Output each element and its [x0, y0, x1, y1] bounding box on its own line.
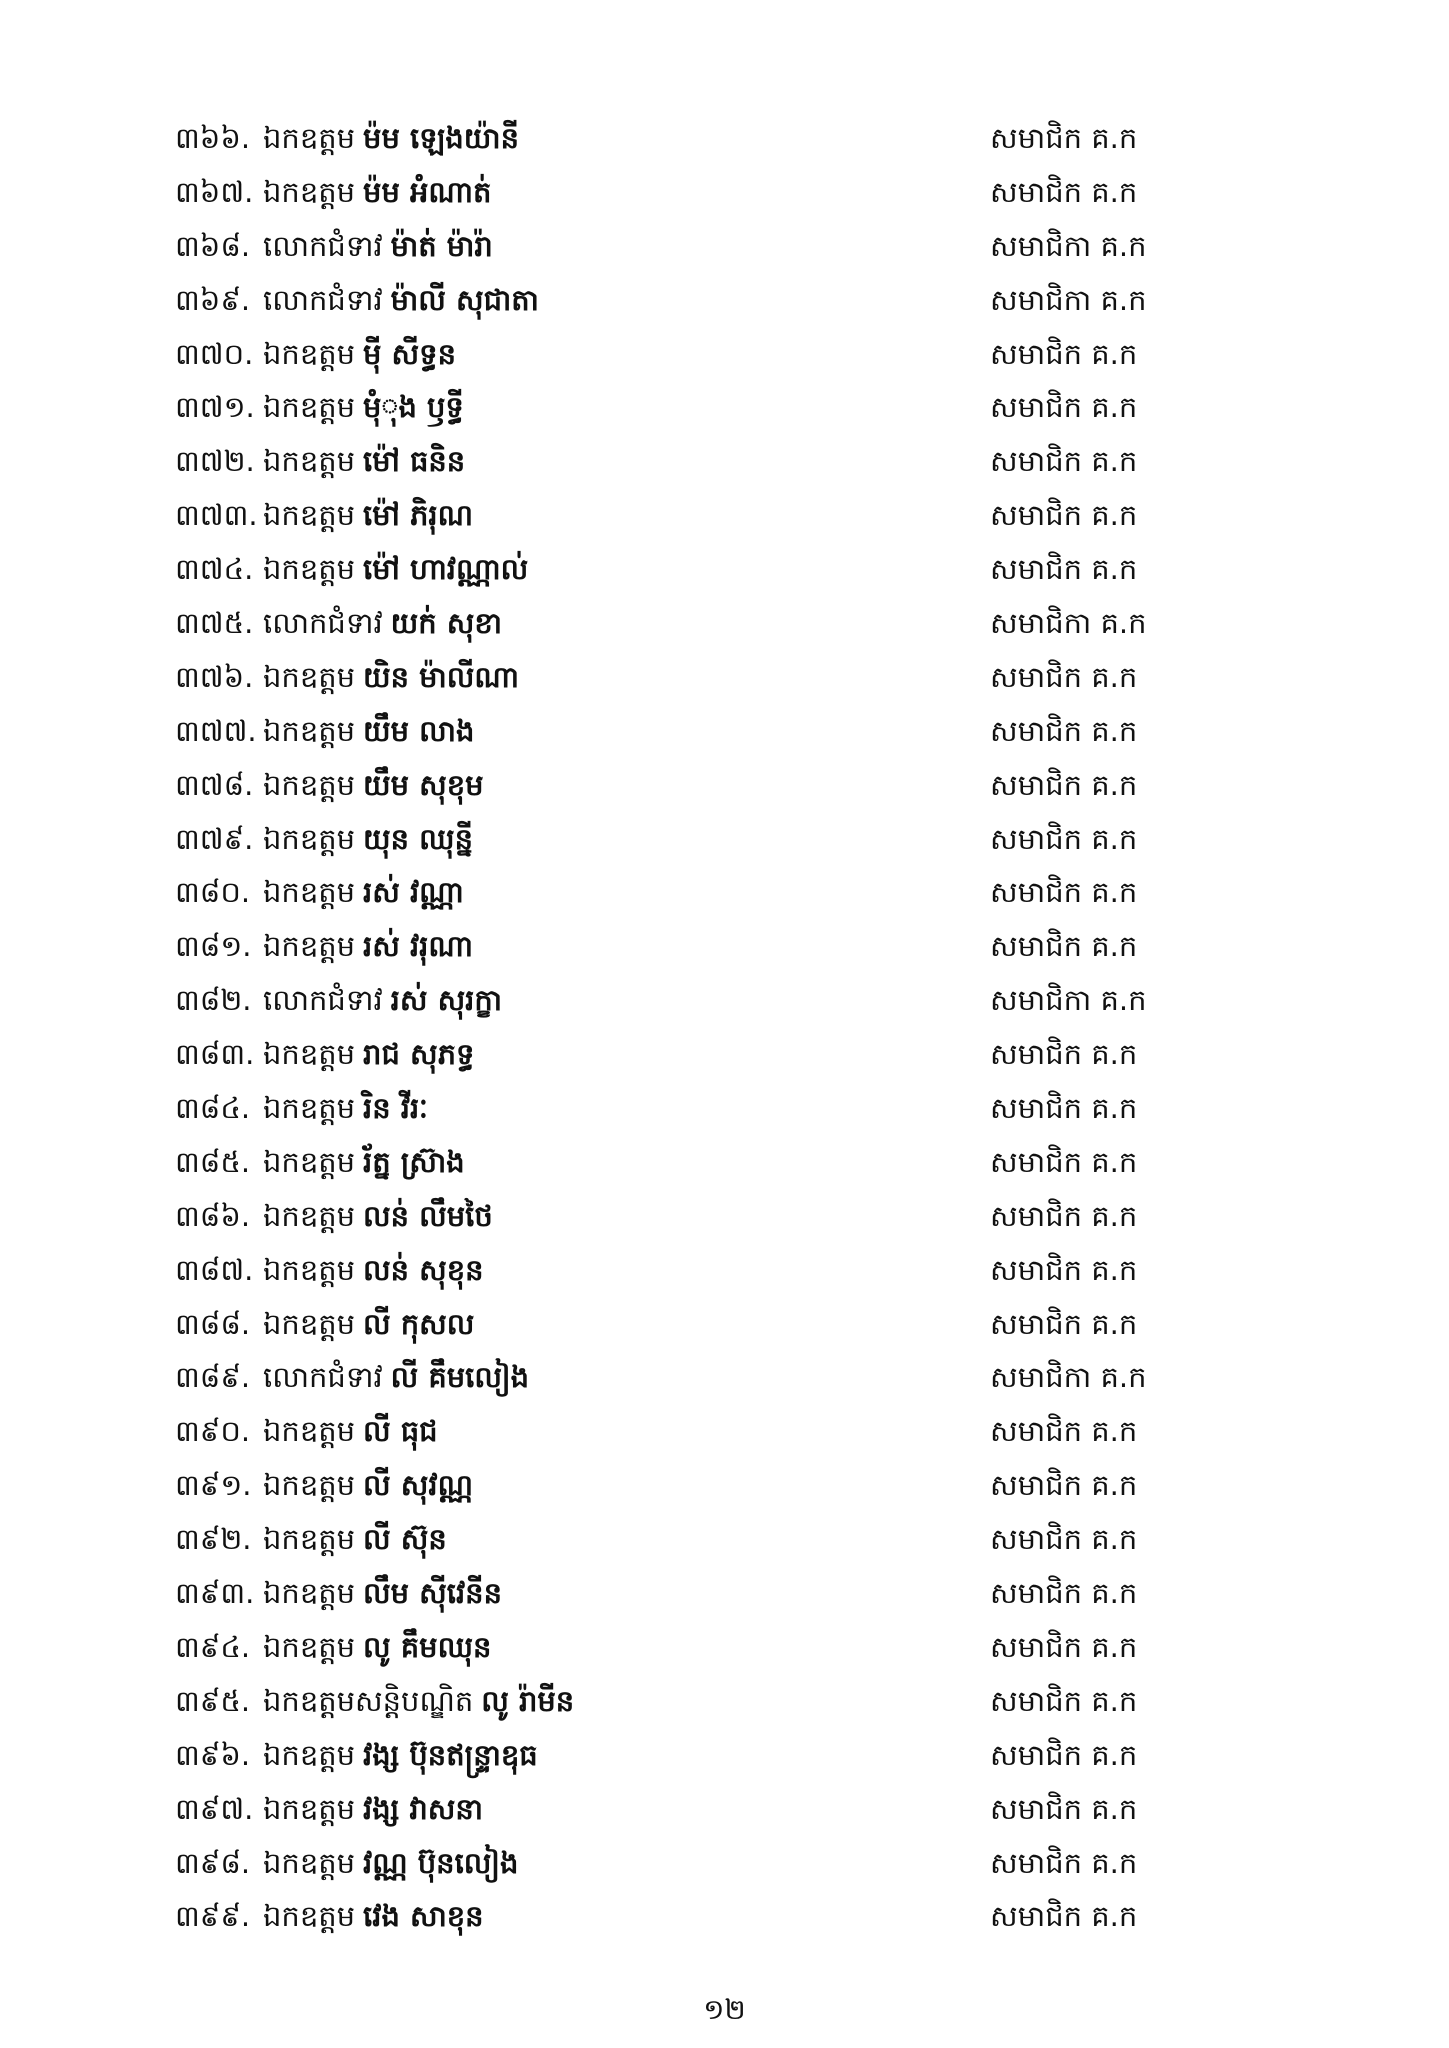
entry-name: លូ គឹមឈុន: [363, 1629, 492, 1664]
entry-role: សមាជិកា គ.ក: [990, 282, 1147, 317]
entry-role: សមាជិក គ.ក: [990, 1468, 1138, 1503]
entry-number: ៣៨០.: [175, 875, 251, 910]
entry-title-and-name: [263, 920, 473, 974]
entry-name: រាជ សុភទ្ធ: [363, 1037, 475, 1072]
entry-name: រិន វីរៈ: [363, 1091, 429, 1126]
entry-name: រស់ វណ្ណា: [363, 875, 464, 910]
entry-name: យឹម លាង: [363, 713, 475, 748]
entry-number: ៣៨១.: [175, 929, 252, 964]
entry-number: ៣៧១.: [175, 390, 255, 425]
entry-title-and-name: [263, 705, 474, 759]
entry-name: យឹម សុខុម: [363, 767, 484, 802]
list-item: [175, 1675, 1175, 1729]
entry-title-and-name: [263, 166, 491, 220]
list-item: [175, 1837, 1175, 1891]
entry-name: ម៉ម អំណាត់: [363, 174, 492, 209]
entry-name: យក់ សុខា: [390, 606, 502, 641]
list-item: [175, 597, 1175, 651]
list-item: [175, 328, 1175, 382]
entry-number: ៣៨៦.: [175, 1198, 251, 1233]
entry-honorific: ឯកឧត្តម: [263, 767, 356, 802]
list-item: [175, 813, 1175, 867]
entry-number: ៣៨៩.: [175, 1360, 251, 1395]
entry-role: សមាជិក គ.ក: [990, 174, 1138, 209]
entry-name: រស់ វរុណា: [363, 929, 473, 964]
entry-title-and-name: [263, 1082, 428, 1136]
list-item: [175, 1190, 1175, 1244]
entry-honorific: លោកជំទាវ: [263, 983, 383, 1018]
entry-honorific: ឯកឧត្តម: [263, 1845, 356, 1880]
entry-honorific: ឯកឧត្តម: [263, 1198, 356, 1233]
entry-role: សមាជិកា គ.ក: [990, 606, 1147, 641]
entry-title-and-name: [263, 1244, 484, 1298]
entry-title-and-name: [263, 1513, 447, 1567]
entry-number: ៣៩៤.: [175, 1629, 251, 1664]
list-item: [175, 1729, 1175, 1783]
entry-name: លឹម ស៊ីវេនីន: [363, 1576, 503, 1611]
entry-role: សមាជិកា គ.ក: [990, 983, 1147, 1018]
entry-number: ៣៩១.: [175, 1468, 252, 1503]
entry-honorific: ឯកឧត្តម: [263, 875, 356, 910]
list-item: [175, 651, 1175, 705]
entry-role: សមាជិក គ.ក: [990, 1845, 1138, 1880]
entry-title-and-name: [263, 1459, 473, 1513]
list-item: [175, 1244, 1175, 1298]
entry-honorific: លោកជំទាវ: [263, 228, 383, 263]
entry-honorific: លោកជំទាវ: [263, 606, 383, 641]
entry-honorific: ឯកឧត្តម: [263, 1791, 356, 1826]
entry-name: ម៉ាលី សុជាតា: [390, 282, 539, 317]
entry-name: វេង សាខុន: [363, 1899, 484, 1934]
list-item: [175, 1298, 1175, 1352]
list-item: [175, 381, 1175, 435]
entry-title-and-name: [263, 489, 473, 543]
entry-honorific: ឯកឧត្តម: [263, 444, 356, 479]
entry-role: សមាជិក គ.ក: [990, 121, 1138, 155]
list-item: [175, 543, 1175, 597]
entry-number: ៣៨៣.: [175, 1037, 255, 1072]
entry-honorific: ឯកឧត្តម: [263, 174, 356, 209]
entry-honorific: ឯកឧត្តម: [263, 713, 356, 748]
entry-name: មុំុង ឫទ្ធី: [363, 390, 464, 425]
entry-title-and-name: [263, 866, 464, 920]
entry-role: សមាជិក គ.ក: [990, 1198, 1138, 1233]
entry-role: សមាជិក គ.ក: [990, 444, 1138, 479]
entry-name: វណ្ណ ប៊ុនលៀង: [363, 1845, 519, 1880]
entry-number: ៣៩២.: [175, 1522, 252, 1557]
entry-role: សមាជិក គ.ក: [990, 1791, 1138, 1826]
entry-number: ៣៧៩.: [175, 821, 254, 856]
entry-honorific: ឯកឧត្តម: [263, 1306, 356, 1341]
list-item: [175, 112, 1175, 166]
list-item: [175, 274, 1175, 328]
entry-role: សមាជិក គ.ក: [990, 1737, 1138, 1772]
entry-title-and-name: [263, 1405, 438, 1459]
entry-name: ម៉ាត់ ម៉ារ៉ា: [390, 228, 493, 263]
entry-title-and-name: [263, 1190, 493, 1244]
entry-title-and-name: [263, 1621, 491, 1675]
entry-number: ៣៧៧.: [175, 713, 257, 748]
entry-name: វង្ស វាសនា: [363, 1791, 484, 1826]
entry-title-and-name: [263, 813, 473, 867]
entry-number: ៣៨២.: [175, 983, 252, 1018]
entry-number: ៣៧០.: [175, 336, 254, 371]
entry-honorific: លោកជំទាវ: [263, 1360, 383, 1395]
entry-number: ៣៦៦.: [175, 121, 251, 155]
entry-name: រស់ សុរក្ខា: [390, 983, 502, 1018]
entry-honorific: ឯកឧត្តមសន្តិបណ្ឌិត: [263, 1683, 474, 1718]
entry-role: សមាជិក គ.ក: [990, 336, 1138, 371]
entry-title-and-name: [263, 220, 493, 274]
entry-role: សមាជិក គ.ក: [990, 821, 1138, 856]
entry-number: ៣៨៧.: [175, 1252, 254, 1287]
entry-number: ៣៦៨.: [175, 228, 251, 263]
entry-title-and-name: [263, 974, 502, 1028]
entry-number: ៣៧៣.: [175, 498, 258, 533]
entry-title-and-name: [263, 597, 502, 651]
list-item: [175, 489, 1175, 543]
entry-title-and-name: [263, 328, 456, 382]
entry-honorific: ឯកឧត្តម: [263, 1576, 356, 1611]
entry-number: ៣៩៩.: [175, 1899, 251, 1934]
entry-role: សមាជិក គ.ក: [990, 767, 1138, 802]
list-item: [175, 705, 1175, 759]
entry-role: សមាជិក គ.ក: [990, 1414, 1138, 1449]
entry-number: ៣៧៤.: [175, 552, 254, 587]
entry-role: សមាជិក គ.ក: [990, 929, 1138, 964]
entry-honorific: ឯកឧត្តម: [263, 1091, 356, 1126]
list-item: [175, 1783, 1175, 1837]
entry-role: សមាជិក គ.ក: [990, 1306, 1138, 1341]
entry-name: លី កុសល: [363, 1306, 475, 1341]
list-item: [175, 1351, 1175, 1405]
entry-role: សមាជិក គ.ក: [990, 1252, 1138, 1287]
entry-name: លូ រ៉ាមីន: [481, 1683, 575, 1718]
entry-number: ៣៩៦.: [175, 1737, 251, 1772]
entry-title-and-name: [263, 1837, 518, 1891]
entry-role: សមាជិក គ.ក: [990, 390, 1138, 425]
entry-title-and-name: [263, 1567, 502, 1621]
entry-name: លន់ សុខុន: [363, 1252, 484, 1287]
list-item: [175, 1890, 1175, 1944]
entry-role: សមាជិក គ.ក: [990, 552, 1138, 587]
entry-title-and-name: [263, 1136, 465, 1190]
entry-honorific: ឯកឧត្តម: [263, 1468, 356, 1503]
entry-title-and-name: [263, 543, 528, 597]
list-item: [175, 759, 1175, 813]
entry-role: សមាជិក គ.ក: [990, 1576, 1138, 1611]
entry-title-and-name: [263, 381, 464, 435]
member-list: [175, 112, 1175, 1944]
entry-number: ៣៩៧.: [175, 1791, 254, 1826]
entry-role: សមាជិក គ.ក: [990, 1037, 1138, 1072]
entry-role: សមាជិក គ.ក: [990, 713, 1138, 748]
entry-name: លី ធុជ: [363, 1414, 438, 1449]
entry-honorific: ឯកឧត្តម: [263, 659, 356, 694]
entry-title-and-name: [263, 1890, 484, 1944]
entry-title-and-name: [263, 112, 519, 166]
list-item: [175, 920, 1175, 974]
entry-number: ៣៧២.: [175, 444, 255, 479]
entry-honorific: ឯកឧត្តម: [263, 1522, 356, 1557]
list-item: [175, 1136, 1175, 1190]
entry-name: លី គឹមលៀង: [390, 1360, 530, 1395]
entry-number: ៣៩៥.: [175, 1683, 251, 1718]
entry-role: សមាជិក គ.ក: [990, 659, 1138, 694]
entry-honorific: ឯកឧត្តម: [263, 821, 356, 856]
entry-honorific: ឯកឧត្តម: [263, 390, 356, 425]
list-item: [175, 435, 1175, 489]
entry-honorific: ឯកឧត្តម: [263, 1037, 356, 1072]
entry-role: សមាជិក គ.ក: [990, 1683, 1138, 1718]
entry-honorific: ឯកឧត្តម: [263, 498, 356, 533]
entry-number: ៣៧៥.: [175, 606, 254, 641]
entry-title-and-name: [263, 1351, 529, 1405]
entry-honorific: ឯកឧត្តម: [263, 336, 356, 371]
entry-name: ម៉ៅ ធនិន: [363, 444, 466, 479]
list-item: [175, 1405, 1175, 1459]
list-item: [175, 220, 1175, 274]
entry-name: ម៉ៅ ហាវណ្ណាល់: [363, 552, 529, 587]
entry-name: លី ស៊ុន: [363, 1522, 447, 1557]
entry-title-and-name: [263, 759, 484, 813]
entry-name: ម៉ៅ ភិរុណ: [363, 498, 473, 533]
entry-role: សមាជិកា គ.ក: [990, 1360, 1147, 1395]
entry-role: សមាជិក គ.ក: [990, 498, 1138, 533]
entry-name: ម៉ម ឡេងយ៉ានី: [363, 121, 519, 155]
entry-role: សមាជិក គ.ក: [990, 1091, 1138, 1126]
entry-title-and-name: [263, 1675, 574, 1729]
entry-title-and-name: [263, 1298, 474, 1352]
entry-role: សមាជិក គ.ក: [990, 1144, 1138, 1179]
entry-number: ៣៧៨.: [175, 767, 254, 802]
entry-number: ៣៨៤.: [175, 1091, 251, 1126]
entry-role: សមាជិក គ.ក: [990, 875, 1138, 910]
entry-title-and-name: [263, 274, 539, 328]
entry-honorific: ឯកឧត្តម: [263, 1414, 356, 1449]
entry-honorific: ឯកឧត្តម: [263, 1252, 356, 1287]
entry-number: ៣៩០.: [175, 1414, 251, 1449]
entry-honorific: ឯកឧត្តម: [263, 1899, 356, 1934]
entry-title-and-name: [263, 1729, 538, 1783]
page-number: ១២: [703, 1993, 746, 2026]
list-item: [175, 866, 1175, 920]
entry-number: ៣៦៧.: [175, 174, 254, 209]
entry-role: សមាជិក គ.ក: [990, 1522, 1138, 1557]
list-item: [175, 974, 1175, 1028]
entry-title-and-name: [263, 651, 519, 705]
entry-role: សមាជិកា គ.ក: [990, 228, 1147, 263]
list-item: [175, 1621, 1175, 1675]
entry-honorific: លោកជំទាវ: [263, 282, 383, 317]
entry-name: យុន ឈុន្នី: [363, 821, 473, 856]
entry-name: រ័ត្ន ស្រ៊ាង: [363, 1144, 465, 1179]
entry-name: លី សុវណ្ណ: [363, 1468, 473, 1503]
entry-name: លន់ លឹមថៃ: [363, 1198, 493, 1233]
list-item: [175, 1459, 1175, 1513]
list-item: [175, 1567, 1175, 1621]
entry-honorific: ឯកឧត្តម: [263, 552, 356, 587]
list-item: [175, 1082, 1175, 1136]
entry-name: មុី សីទ្ធន: [363, 336, 456, 371]
entry-honorific: ឯកឧត្តម: [263, 1737, 356, 1772]
entry-number: ៣៨៨.: [175, 1306, 251, 1341]
entry-title-and-name: [263, 1028, 474, 1082]
entry-role: សមាជិក គ.ក: [990, 1629, 1138, 1664]
entry-honorific: ឯកឧត្តម: [263, 929, 356, 964]
entry-honorific: ឯកឧត្តម: [263, 121, 356, 155]
entry-number: ៣៩៣.: [175, 1576, 255, 1611]
entry-number: ៣៦៩.: [175, 282, 251, 317]
entry-honorific: ឯកឧត្តម: [263, 1144, 356, 1179]
list-item: [175, 1513, 1175, 1567]
entry-number: ៣៩៨.: [175, 1845, 251, 1880]
entry-name: យិន ម៉ាលីណា: [363, 659, 519, 694]
entry-title-and-name: [263, 1783, 483, 1837]
entry-honorific: ឯកឧត្តម: [263, 1629, 356, 1664]
list-item: [175, 166, 1175, 220]
entry-number: ៣៨៥.: [175, 1144, 251, 1179]
entry-number: ៣៧៦.: [175, 659, 254, 694]
entry-role: សមាជិក គ.ក: [990, 1899, 1138, 1934]
list-item: [175, 1028, 1175, 1082]
entry-title-and-name: [263, 435, 465, 489]
entry-name: វង្ស ប៊ុនឥន្ទ្រាឧុធ: [363, 1737, 538, 1772]
